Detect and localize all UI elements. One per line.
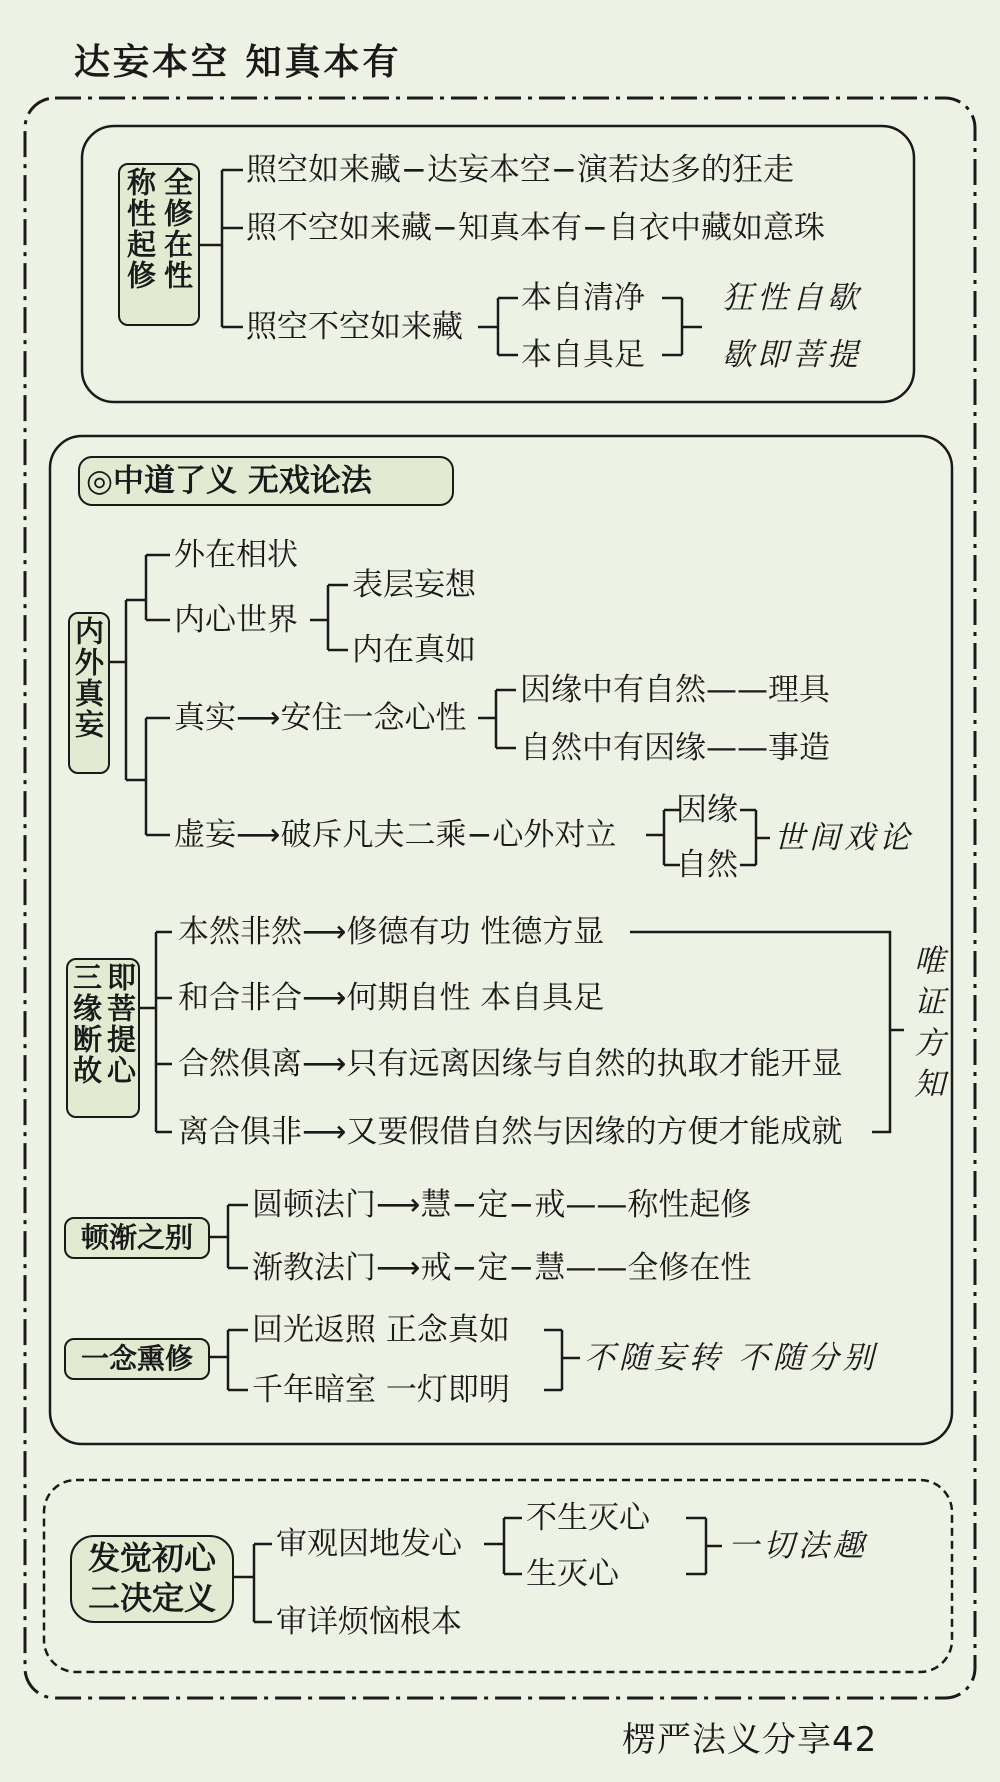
section1-label-col2: 全修在性 (160, 167, 194, 291)
group1-label: 内外真妄 (71, 616, 105, 740)
group1-item3-sub1: 因缘中有自然——理具 (520, 672, 830, 708)
section3-item2: 审详烦恼根本 (276, 1604, 462, 1640)
section3-label-line2: 二决定义 (87, 1579, 216, 1617)
section1-line3: 照空不空如来藏 (246, 309, 463, 345)
section1-sub1: 本自清净 (521, 280, 645, 316)
section1-result2: 歇即菩提 (722, 337, 862, 373)
group2-item4: 离合俱非⟶又要假借自然与因缘的方便才能成就 (178, 1114, 843, 1150)
group1-item4-sub2: 自然 (676, 847, 738, 883)
group2-result: 唯证方知 (908, 944, 944, 1108)
group1-item4: 虚妄⟶破斥凡夫二乘−心外对立 (174, 817, 617, 853)
group2-item1: 本然非然⟶修德有功 性德方显 (178, 914, 605, 950)
group2-label-col2: 即菩提心 (103, 962, 137, 1086)
group4-result: 不随妄转 不随分别 (584, 1340, 878, 1376)
group3-item2: 渐教法门⟶戒−定−慧——全修在性 (252, 1250, 752, 1286)
section3-label-line1: 发觉初心 (87, 1539, 216, 1577)
section3-item1-result: 一切法趣 (728, 1528, 868, 1564)
section1-line1: 照空如来藏−达妄本空−演若达多的狂走 (246, 152, 794, 188)
footer-caption: 楞严法义分享42 (622, 1720, 878, 1760)
group1-item3-sub2: 自然中有因缘——事造 (520, 730, 830, 766)
section1-sub2: 本自具足 (521, 337, 645, 373)
group4-item1: 回光返照 正念真如 (252, 1312, 510, 1348)
group3-label: 顿渐之别 (80, 1221, 193, 1254)
section2-header: ◎中道了义 无戏论法 (86, 463, 372, 499)
section1-line2: 照不空如来藏−知真本有−自衣中藏如意珠 (246, 210, 825, 246)
section1-label-col1: 称性起修 (123, 167, 157, 291)
group1-item4-result: 世间戏论 (774, 820, 914, 856)
group4-label: 一念熏修 (80, 1342, 193, 1375)
group3-item1: 圆顿法门⟶慧−定−戒——称性起修 (252, 1187, 752, 1223)
group2-label-col1: 三缘断故 (69, 962, 103, 1086)
group1-item2: 内心世界 (174, 602, 298, 638)
section3-item1-sub2: 生灭心 (526, 1556, 619, 1592)
group2-item3: 合然俱离⟶只有远离因缘与自然的执取才能开显 (178, 1046, 843, 1082)
section3-item1: 审观因地发心 (276, 1526, 462, 1562)
group1-item2-sub2: 内在真如 (352, 632, 476, 668)
group2-item2: 和合非合⟶何期自性 本自具足 (178, 980, 605, 1016)
group1-item4-sub1: 因缘 (676, 792, 738, 828)
group1-item1: 外在相状 (174, 537, 298, 573)
group1-item3: 真实⟶安住一念心性 (174, 700, 467, 736)
section1-result1: 狂性自歇 (722, 280, 862, 316)
section3-item1-sub1: 不生灭心 (526, 1500, 650, 1536)
group4-item2: 千年暗室 一灯即明 (252, 1372, 510, 1408)
page-title: 达妄本空 知真本有 (74, 42, 402, 83)
group1-item2-sub1: 表层妄想 (352, 567, 476, 603)
